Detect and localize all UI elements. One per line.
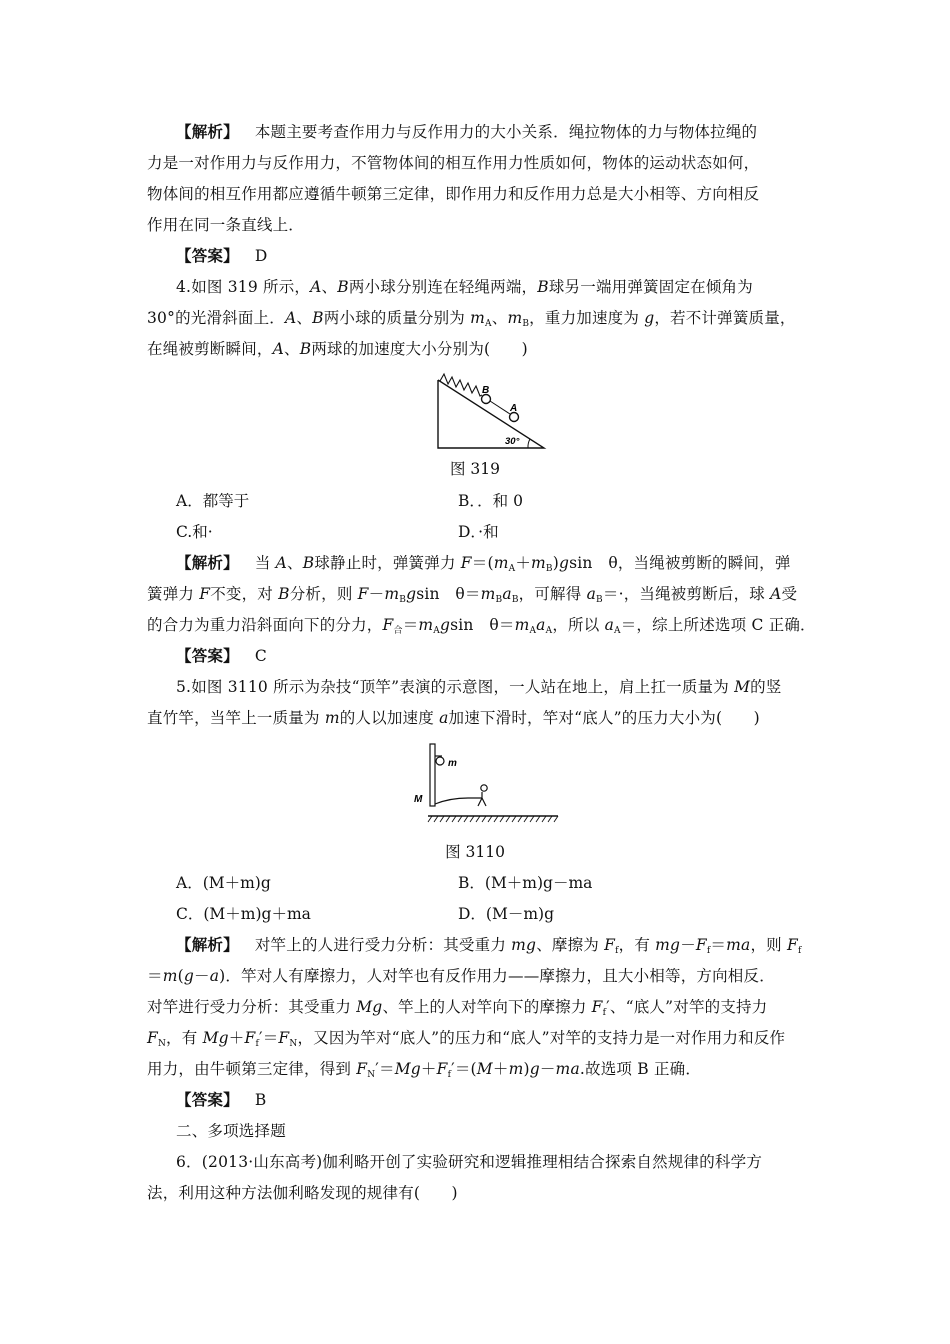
- answer-value: C: [254, 647, 267, 665]
- q4-answer: 【答案】 C: [176, 646, 267, 665]
- figure-3110-caption: 图 3110: [445, 843, 505, 861]
- analysis-label: 【解析】: [176, 122, 239, 141]
- pole-figure: [414, 738, 560, 828]
- q4-option-d: D．·和: [458, 523, 499, 541]
- q3-analysis-line-3: 物体间的相互作用都应遵循牛顿第三定律，即作用力和反作用力总是大小相等、方向相反: [147, 185, 760, 203]
- bamboo-pole: [430, 744, 435, 806]
- q3-analysis-line-4: 作用在同一条直线上．: [147, 216, 305, 234]
- label-b: B: [482, 385, 490, 396]
- q4-stem-line-2: 30°的光滑斜面上．A、B两小球的质量分别为 $m_A$、$m_B$，重力加速度为 g，若不计弹簧质量，: [147, 309, 796, 329]
- q5-stem-line-2: 直竹竿，当竿上一质量为 m的人以加速度 a加速下滑时，竿对“底人”的压力大小为( ): [147, 709, 760, 727]
- angle-arc: [528, 439, 530, 448]
- figure-319-caption: 图 319: [449, 460, 500, 478]
- q4-analysis-line-3: 的合力为重力沿斜面向下的分力，$F_合=m_Agsin$ $\theta=m_Aa_A$，所以 $a_A=$，综上所述选项 C 正确．: [147, 616, 816, 636]
- section-title: 二、多项选择题: [176, 1122, 286, 1140]
- q4-stem-line-1: 4.如图 319 所示，A、B两小球分别连在轻绳两端，B球另一端用弹簧固定在倾角为: [176, 278, 753, 296]
- q6-stem-line-2: 法，利用这种方法伽利略发现的规律有( ): [147, 1184, 458, 1202]
- label-a: A: [510, 403, 518, 414]
- q4-analysis-line-1: 【解析】 当 A、B球静止时，弹簧弹力 $F=(m_A+m_B)gsin$ θ，当绳被剪断的瞬间，弹: [176, 553, 791, 574]
- incline-triangle: [438, 380, 544, 448]
- q4-option-c: C.和·: [176, 523, 213, 541]
- q4-option-a: A．都等于: [176, 492, 250, 510]
- rope: [490, 401, 510, 414]
- q5-option-d: D．(M－m)g: [458, 905, 555, 923]
- q6-stem-line-1: 6．(2013·山东高考)伽利略开创了实验研究和逻辑推理相结合探索自然规律的科学方: [176, 1153, 763, 1171]
- q4-analysis-line-2: 簧弹力 F不变，对 B分析，则 $F-m_Bgsin$ $\theta=m_Ba_B$，可解得 $a_B=\cdot$，当绳被剪断后，球 A受: [147, 585, 798, 605]
- incline-figure: [430, 368, 550, 452]
- q5-analysis-line-4: $F_N$，有 $Mg+F_f'=F_N$，又因为竿对“底人”的压力和“底人”对竿的支持力是一对作用力和反作: [147, 1029, 786, 1049]
- angle-label: 30°: [505, 436, 520, 447]
- q5-answer: 【答案】 B: [176, 1090, 267, 1109]
- label-m: m: [448, 758, 457, 769]
- q5-analysis-line-1: 【解析】 对竿上的人进行受力分析：其受重力 mg、摩擦为 $F_f$，有 $mg-F_f=ma$，则 $F_f$: [176, 935, 802, 956]
- answer-value: B: [254, 1091, 267, 1109]
- answer-label: 【答案】: [176, 246, 239, 265]
- answer-value: D: [254, 247, 268, 265]
- q5-option-c: C．(M＋m)g＋ma: [176, 905, 311, 923]
- q5-option-b: B．(M＋m)g－ma: [458, 874, 593, 892]
- label-M: M: [414, 794, 423, 805]
- base-person-icon: [435, 792, 486, 806]
- q3-analysis-line-1: 【解析】 本题主要考查作用力与反作用力的大小关系．绳拉物体的力与物体拉绳的: [176, 122, 758, 141]
- climber-icon: [436, 757, 444, 765]
- q5-analysis-line-5: 用力，由牛顿第三定律，得到 $F_N'=Mg+F_f'=(M+m)g-ma$.故选项 B 正确．: [147, 1060, 702, 1080]
- ground-hatch: [428, 816, 558, 822]
- q5-stem-line-1: 5.如图 3110 所示为杂技“顶竿”表演的示意图，一人站在地上，肩上扛一质量为 M的竖: [176, 678, 782, 696]
- q5-analysis-line-3: 对竿进行受力分析：其受重力 Mg、竿上的人对竿向下的摩擦力 $F_f'$、“底人”对竿的支持力: [147, 998, 768, 1018]
- q5-option-a: A．(M＋m)g: [176, 874, 271, 892]
- q3-analysis-line-2: 力是一对作用力与反作用力，不管物体间的相互作用力性质如何，物体的运动状态如何，: [147, 154, 760, 172]
- q4-stem-line-3: 在绳被剪断瞬间，A、B两球的加速度大小分别为( ): [147, 340, 528, 358]
- q4-option-b: B．．和 0: [458, 492, 523, 510]
- q3-answer: [176, 245, 267, 267]
- q5-analysis-line-2: ＝m(g－a)．竿对人有摩擦力，人对竿也有反作用力——摩擦力，且大小相等，方向相反．: [147, 967, 775, 985]
